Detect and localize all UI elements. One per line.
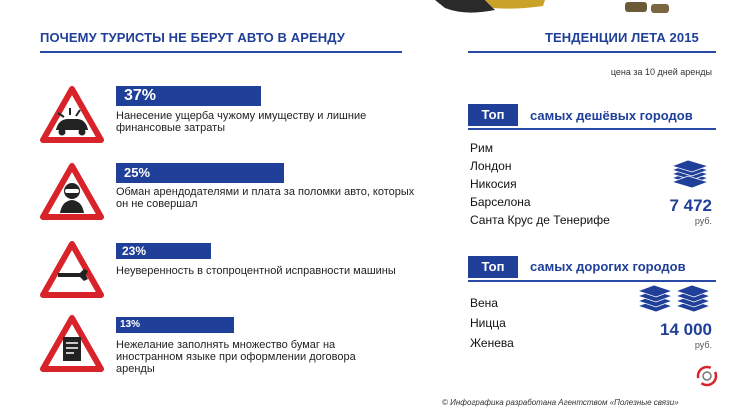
reason-bar-2 — [116, 163, 284, 183]
reason-row-1 — [40, 86, 400, 162]
cheap-city-4: Барселона — [470, 195, 531, 209]
cheap-title: самых дешёвых городов — [530, 108, 693, 123]
reason-bar-3 — [116, 243, 211, 259]
expensive-city-1: Вена — [470, 296, 498, 310]
cheap-city-3: Никосия — [470, 177, 517, 191]
expensive-city-3: Женева — [470, 336, 514, 350]
reason-text-1: Нанесение ущерба чужому имуществу и лишние финансовые затраты — [116, 110, 367, 134]
cheap-city-2: Лондон — [470, 159, 512, 173]
reason-bar-1 — [116, 86, 261, 106]
reason-text-3: Неуверенность в стопроцентной исправности машины — [116, 265, 396, 277]
cheap-city-5: Санта Крус де Тенерифе — [470, 213, 610, 227]
money-stack-icon — [668, 160, 712, 190]
reason-row-3 — [40, 241, 400, 317]
expensive-price: 14 000 — [660, 320, 712, 339]
reason-text-2: Обман арендодателями и плата за поломки авто, которых он не совершал — [116, 186, 415, 210]
reason-text-4: Нежелание заполнять множество бумаг на иностранном языке при оформлении договора аренды — [116, 339, 356, 375]
expensive-top-tag: Топ — [468, 256, 518, 278]
expensive-city-2: Ницца — [470, 316, 506, 330]
reason-value-1: 37% — [124, 87, 157, 104]
reason-value-3: 23% — [122, 244, 147, 258]
expensive-currency: руб. — [694, 340, 712, 350]
left-section-title: ПОЧЕМУ ТУРИСТЫ НЕ БЕРУТ АВТО В АРЕНДУ — [40, 30, 345, 45]
footer-credit: © Инфографика разработана Агентством «Полезные связи» — [442, 398, 679, 407]
document-icon — [40, 315, 104, 373]
reason-row-2 — [40, 163, 415, 239]
car-illustration-icon — [425, 0, 685, 18]
car-crash-icon — [40, 86, 104, 144]
reason-value-4: 13% — [120, 319, 141, 330]
agency-logo-icon — [695, 364, 719, 388]
reason-value-2: 25% — [124, 165, 151, 180]
expensive-title: самых дорогих городов — [530, 259, 686, 274]
cheap-top-tag: Топ — [468, 104, 518, 126]
reason-row-4 — [40, 315, 400, 391]
right-section-title: ТЕНДЕНЦИИ ЛЕТА 2015 — [545, 30, 699, 45]
cheap-price: 7 472 — [669, 196, 712, 215]
thief-icon — [40, 163, 104, 221]
cheap-currency: руб. — [694, 216, 712, 226]
left-title-underline — [40, 51, 402, 53]
right-title-underline — [468, 51, 716, 53]
cheap-city-1: Рим — [470, 141, 493, 155]
money-stack-large-icon — [636, 284, 714, 316]
cheap-underline — [468, 128, 716, 130]
wrench-icon — [40, 241, 104, 299]
expensive-underline — [468, 280, 716, 282]
reason-bar-4 — [116, 317, 234, 333]
price-note: цена за 10 дней аренды — [610, 67, 712, 77]
